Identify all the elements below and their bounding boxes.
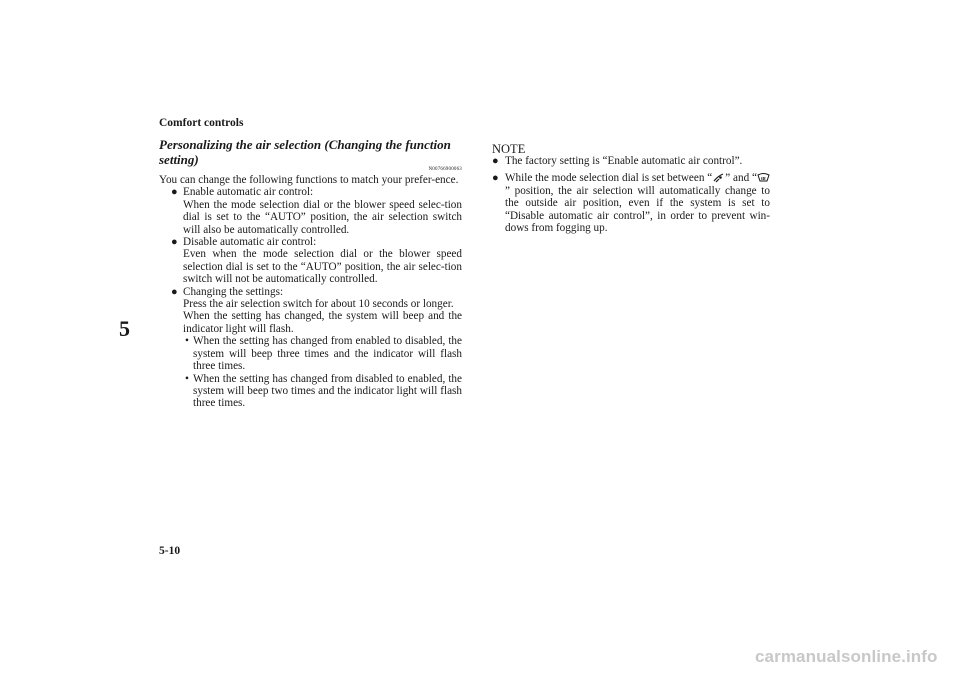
bullet-icon: ●	[492, 155, 499, 167]
chapter-tab: 5	[119, 316, 130, 341]
note-item	[492, 155, 770, 167]
item-text: When the mode selection dial or the blower speed selec-tion dial is set to the “AUTO” position, the air selection switch will also be automatically controlled.	[183, 198, 462, 236]
bullet-icon: ●	[492, 172, 499, 185]
sub-list-item	[183, 335, 462, 372]
dot-icon: •	[185, 372, 189, 385]
item-title: Disable automatic air control:	[183, 236, 317, 249]
list-item	[171, 286, 462, 410]
note-label: NOTE	[492, 142, 526, 156]
note-list	[492, 155, 770, 234]
dot-icon: •	[185, 335, 189, 348]
sub-item-text: When the setting has changed from enabled to disabled, the system will beep three times and the indicator will flash three times.	[193, 335, 462, 373]
list-item	[171, 186, 462, 236]
right-column	[492, 143, 770, 239]
item-text: Even when the mode selection dial or the blower speed selection dial is set to the “AUTO” position, the air selec-tion switch will not be automatically controlled.	[183, 248, 462, 286]
item-text: Press the air selection switch for about 10 seconds or longer.	[183, 298, 454, 311]
note-text-part: ” position, the air selection will automatically change to the outside air position, even if the system is set to “Disable automatic air control”, in order to prevent win-dows from fogging up.	[505, 184, 770, 235]
page-number: 5-10	[159, 545, 181, 557]
section-heading: Personalizing the air selection (Changing the function setting)	[159, 137, 451, 167]
left-column	[159, 137, 462, 410]
bullet-icon: ●	[171, 285, 178, 298]
item-title: Enable automatic air control:	[183, 186, 314, 199]
foot-defrost-mode-icon	[712, 172, 725, 183]
intro-paragraph: You can change the following functions to match your prefer-ence.	[159, 174, 459, 186]
note-text-part: While the mode selection dial is set between “	[505, 172, 713, 185]
sub-list	[183, 335, 462, 409]
bullet-icon: ●	[171, 186, 178, 199]
item-text: When the setting has changed, the system will beep and the indicator light will flash.	[183, 310, 462, 335]
note-text: The factory setting is “Enable automatic air control”.	[505, 155, 743, 167]
defrost-mode-icon	[757, 172, 770, 183]
bullet-icon: ●	[171, 236, 178, 249]
list-item	[171, 236, 462, 286]
item-title: Changing the settings:	[183, 285, 284, 298]
reference-code: N00766900063	[428, 167, 462, 172]
watermark: carmanualsonline.info	[755, 647, 938, 666]
sub-list-item	[183, 373, 462, 410]
section-label: Comfort controls	[159, 117, 244, 129]
note-item	[492, 172, 770, 234]
sub-item-text: When the setting has changed from disabled to enabled, the system will beep two times and the indicator light will flash three times.	[193, 372, 462, 410]
note-text-part: ” and “	[725, 172, 757, 185]
function-list	[159, 186, 462, 409]
